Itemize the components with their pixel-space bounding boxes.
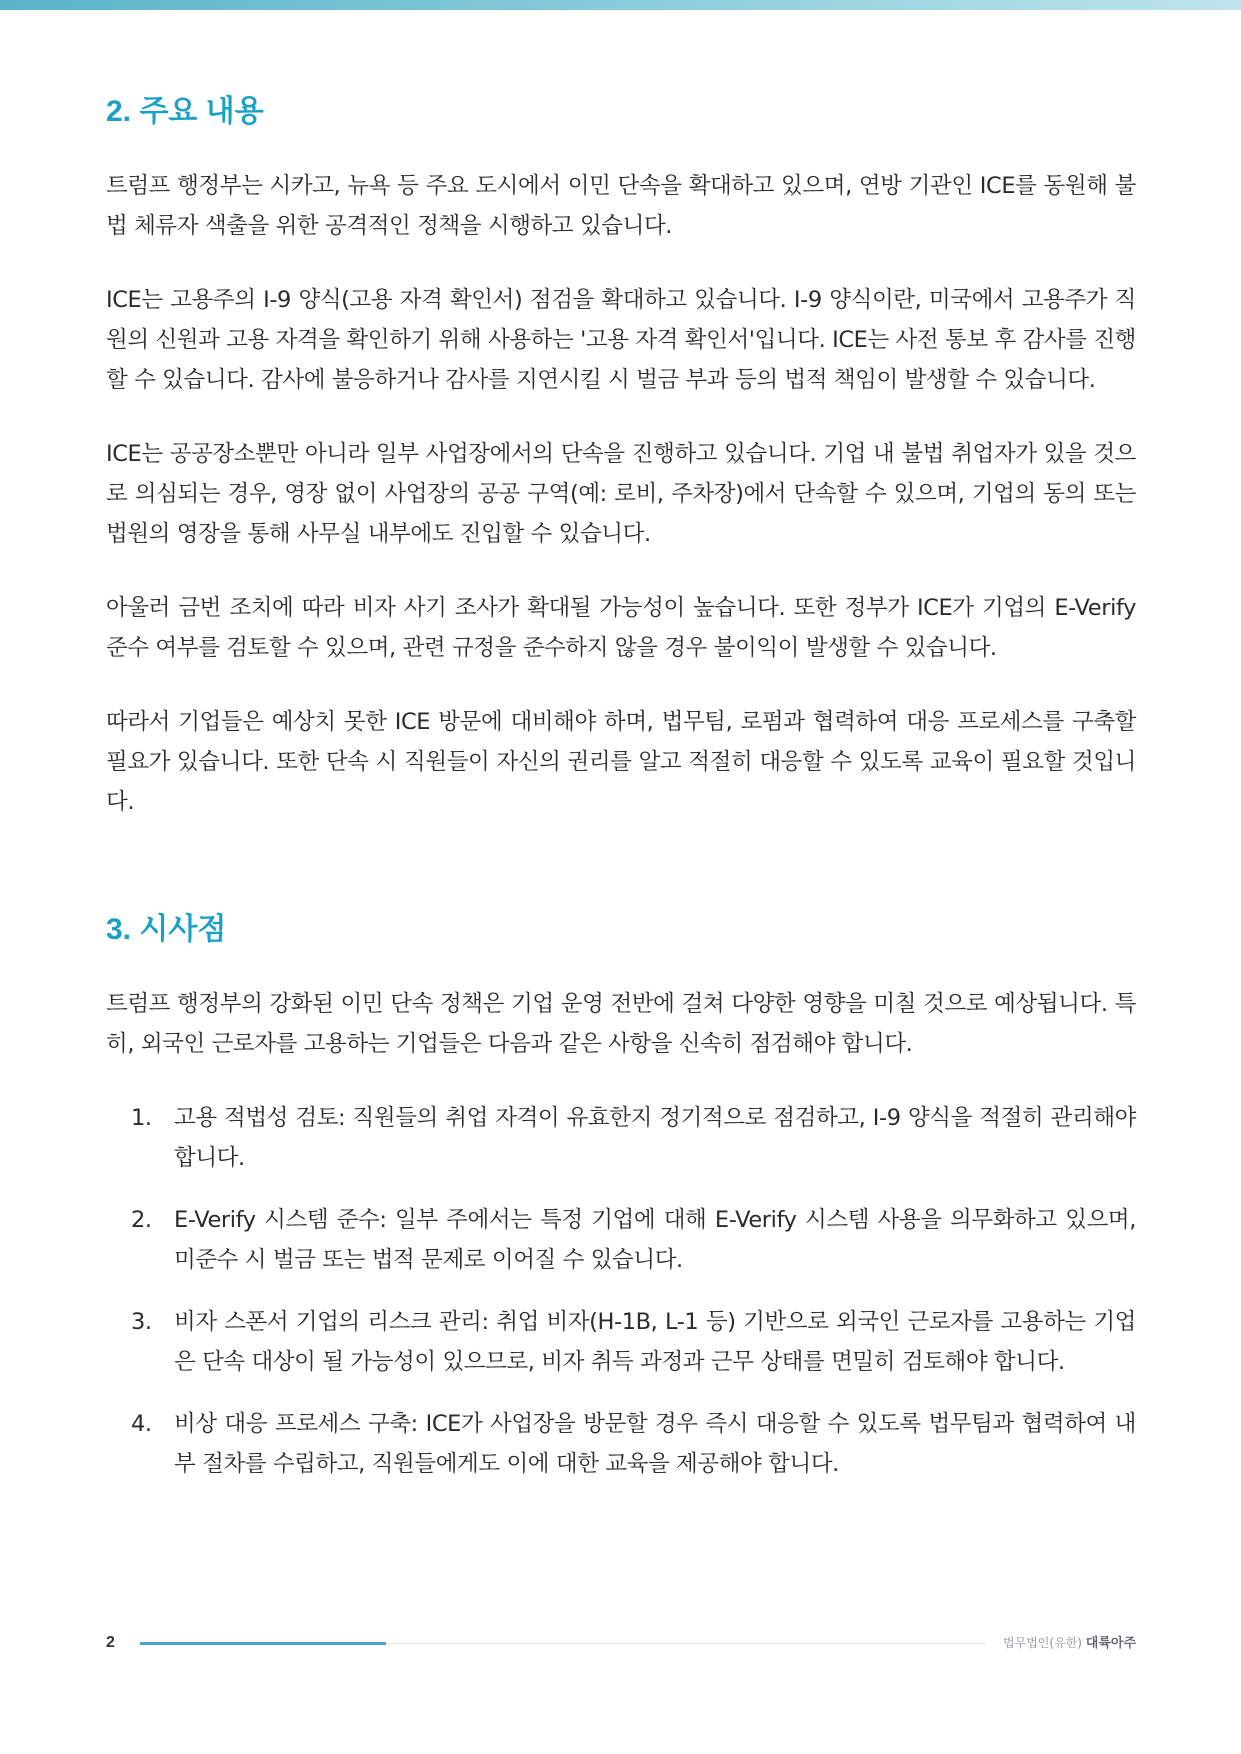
list-item [106, 1098, 1136, 1178]
top-accent-band [0, 0, 1241, 10]
list-item-text: 비상 대응 프로세스 구축: ICE가 사업장을 방문할 경우 즉시 대응할 수 있도록 법무팀과 협력하여 내부 절차를 수립하고, 직원들에게도 이에 대한 교육을 제공해야 합니다. [174, 1411, 1136, 1477]
firm-name: 대륙아주 [1085, 1636, 1136, 1651]
page-footer [106, 1628, 1136, 1658]
firm-logo-text [1003, 1628, 1136, 1659]
list-item-number: 2. [131, 1207, 152, 1233]
list-item [106, 1302, 1136, 1382]
paragraph: 트럼프 행정부는 시카고, 뉴욕 등 주요 도시에서 이민 단속을 확대하고 있으며, 연방 기관인 ICE를 동원해 불법 체류자 색출을 위한 공격적인 정책을 시행하고 있습니다. [106, 173, 1136, 239]
paragraph: ICE는 공공장소뿐만 아니라 일부 사업장에서의 단속을 진행하고 있습니다. 기업 내 불법 취업자가 있을 것으로 의심되는 경우, 영장 없이 사업장의 공공 구역(예: 로비, 주차장)에서 단속할 수 있으며, 기업의 동의 또는 법원의 영장을 통해 사무실 내부에도 진입할 수 있습니다. [106, 441, 1136, 547]
page-number: 2 [106, 1634, 115, 1651]
implications-list [106, 1098, 1136, 1484]
list-item-text: 고용 적법성 검토: 직원들의 취업 자격이 유효한지 정기적으로 점검하고, I-9 양식을 적절히 관리해야 합니다. [174, 1105, 1136, 1171]
list-item-number: 1. [131, 1105, 152, 1131]
section-title-main-content: 2. 주요 내용 [106, 95, 264, 128]
list-item [106, 1200, 1136, 1280]
list-item-number: 4. [131, 1411, 152, 1437]
paragraph: 트럼프 행정부의 강화된 이민 단속 정책은 기업 운영 전반에 걸쳐 다양한 영향을 미칠 것으로 예상됩니다. 특히, 외국인 근로자를 고용하는 기업들은 다음과 같은 사항을 신속히 점검해야 합니다. [106, 991, 1136, 1057]
section-title-implications: 3. 시사점 [106, 913, 227, 946]
list-item [106, 1404, 1136, 1484]
paragraph: 따라서 기업들은 예상치 못한 ICE 방문에 대비해야 하며, 법무팀, 로펌과 협력하여 대응 프로세스를 구축할 필요가 있습니다. 또한 단속 시 직원들이 자신의 권리를 알고 적절히 대응할 수 있도록 교육이 필요할 것입니다. [106, 709, 1136, 815]
list-item-number: 3. [131, 1309, 152, 1335]
firm-prefix: 법무법인(유한) [1003, 1636, 1082, 1650]
paragraph: ICE는 고용주의 I-9 양식(고용 자격 확인서) 점검을 확대하고 있습니다. I-9 양식이란, 미국에서 고용주가 직원의 신원과 고용 자격을 확인하기 위해 사용하는 '고용 자격 확인서'입니다. ICE는 사전 통보 후 감사를 진행할 수 있습니다. 감사에 불응하거나 감사를 지연시킬 시 벌금 부과 등의 법적 책임이 발생할 수 있습니다. [106, 287, 1137, 393]
list-item-text: E-Verify 시스템 준수: 일부 주에서는 특정 기업에 대해 E-Verify 시스템 사용을 의무화하고 있으며, 미준수 시 벌금 또는 법적 문제로 이어질 수 있습니다. [174, 1207, 1136, 1273]
paragraph: 아울러 금번 조치에 따라 비자 사기 조사가 확대될 가능성이 높습니다. 또한 정부가 ICE가 기업의 E-Verify 준수 여부를 검토할 수 있으며, 관련 규정을 준수하지 않을 경우 불이익이 발생할 수 있습니다. [106, 595, 1136, 661]
footer-accent-line [140, 1642, 386, 1645]
list-item-text: 비자 스폰서 기업의 리스크 관리: 취업 비자(H-1B, L-1 등) 기반으로 외국인 근로자를 고용하는 기업은 단속 대상이 될 가능성이 있으므로, 비자 취득 과정과 근무 상태를 면밀히 검토해야 합니다. [174, 1309, 1136, 1375]
document-body [106, 92, 1136, 1506]
